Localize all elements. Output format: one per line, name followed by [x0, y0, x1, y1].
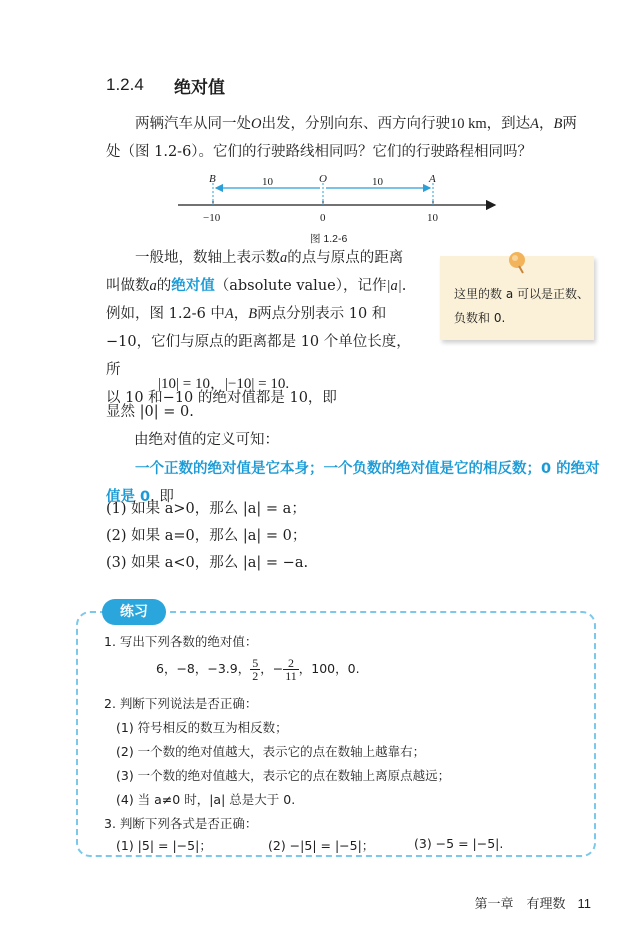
page-footer: [474, 893, 591, 912]
exercise-badge: 练习: [102, 599, 166, 625]
case-positive: (1) 如果 a>0，那么 |a| = a；: [106, 501, 306, 517]
term-absolute-value: 绝对值: [171, 278, 215, 294]
exercise-q3: 3. 判断下列各式是否正确：: [104, 816, 258, 831]
zero-statement: 显然 |0| = 0.: [106, 404, 194, 420]
figure-caption: 图 1.2-6: [310, 233, 348, 245]
label-O: O: [319, 173, 327, 185]
exercise-q3-item-1: (1) |5| = |−5|；: [116, 838, 212, 853]
exercise-q2-item-1: (1) 符号相反的数互为相反数；: [116, 720, 288, 735]
number-line-figure: [170, 172, 510, 230]
segment-label-left: 10: [262, 176, 273, 188]
tick-label-10: 10: [427, 212, 438, 224]
exercise-q2-item-3: (3) 一个数的绝对值越大，表示它的点在数轴上离原点越远；: [116, 768, 451, 783]
equation-abs10: |10| = 10，|−10| = 10.: [158, 376, 290, 392]
exercise-q3-item-2: (2) −|5| = |−5|；: [268, 838, 375, 853]
fraction-5-2: $\frac{5}{2}$: [252, 656, 259, 683]
rule-intro: 由绝对值的定义可知：: [134, 432, 279, 448]
intro-paragraph: 两辆汽车从同一处O出发，分别向东、西方向行驶10 km，到达A，B两 处（图 1.2-6）。它们的行驶路线相同吗？它们的行驶路程相同吗？: [106, 116, 577, 160]
definition-paragraph: 一般地，数轴上表示数a的点与原点的距离 叫做数a的绝对值（absolute value），记作|a|. 例如，图 1.2-6 中A，B两点分别表示 10 和 −10，它们与原点的距离都是 10 个单位长度，所 以 10 和−10 的绝对值都是 10，即: [106, 250, 411, 406]
exercise-q2-item-4: (4) 当 a≠0 时，|a| 总是大于 0.: [116, 792, 296, 807]
section-number: 1.2.4: [106, 75, 144, 94]
tick-label-neg10: −10: [203, 212, 221, 224]
side-note: [440, 256, 594, 340]
fraction-2-11: $\frac{2}{11}$: [285, 656, 297, 683]
rule-statement: 一个正数的绝对值是它本身；一个负数的绝对值是它的相反数；0 的绝对 值是 0. 即: [106, 461, 600, 505]
side-note-text: 这里的数 a 可以是正数、负数和 0.: [454, 287, 589, 325]
segment-label-right: 10: [372, 176, 383, 188]
case-negative: (3) 如果 a<0，那么 |a| = −a.: [106, 555, 309, 571]
page-number: 11: [577, 896, 591, 911]
tick-label-0: 0: [320, 212, 326, 224]
pushpin-icon: [506, 250, 528, 274]
case-zero: (2) 如果 a=0，那么 |a| = 0；: [106, 528, 307, 544]
exercise-q1-numbers: 6，−8，−3.9， $\frac{5}{2}$ ，− $\frac{2}{11}$ ，100，0.: [156, 656, 360, 683]
exercise-q2-item-2: (2) 一个数的绝对值越大，表示它的点在数轴上越靠右；: [116, 744, 426, 759]
exercise-q2: 2. 判断下列说法是否正确：: [104, 696, 258, 711]
exercise-q3-item-3: (3) −5 = |−5|.: [414, 836, 504, 851]
section-title: 绝对值: [174, 78, 225, 98]
label-B: B: [209, 173, 216, 185]
label-A: A: [429, 173, 436, 185]
chapter-label: 第一章 有理数: [474, 897, 566, 912]
exercise-q1: 1. 写出下列各数的绝对值：: [104, 634, 258, 649]
